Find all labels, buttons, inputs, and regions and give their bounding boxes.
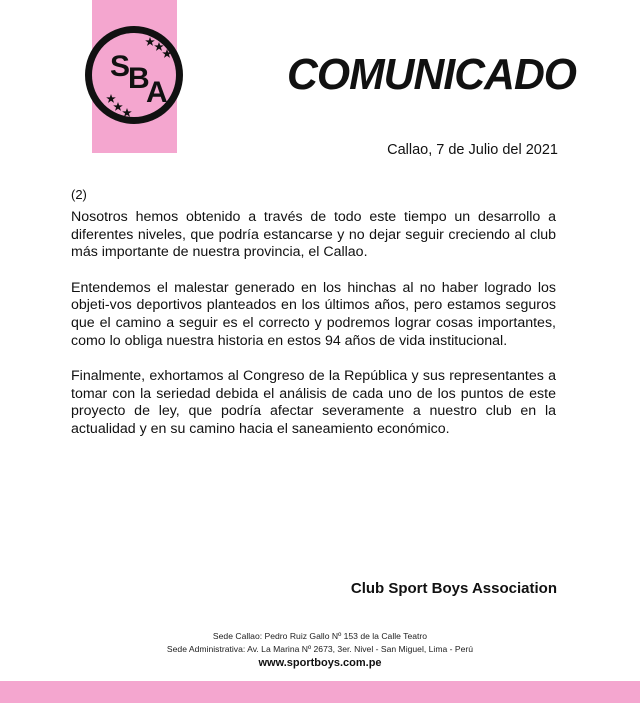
footer-sede-administrativa: Sede Administrativa: Av. La Marina Nº 2673, 3er. Nivel - San Miguel, Lima - Perú <box>166 644 474 654</box>
footer-sede-callao: Sede Callao: Pedro Ruiz Gallo Nº 153 de la Calle Teatro <box>212 631 428 641</box>
footer-pink-bar <box>0 681 640 703</box>
logo-letter-s: S <box>110 50 131 83</box>
paragraph-1: Nosotros hemos obtenido a través de todo este tiempo un desarrollo a diferentes niveles, que podría estancarse y no dejar seguir creciendo al club más importante de nuestra provincia, el Callao. <box>71 209 556 261</box>
footer <box>0 630 640 670</box>
signature: Club Sport Boys Association <box>350 580 557 597</box>
page-title: COMUNICADO <box>287 50 577 99</box>
paragraph-3: Finalmente, exhortamos al Congreso de la República y sus representantes a tomar con la seriedad debida el análisis de cada uno de los puntos de este proyecto de ley, que podría afectar severamente a nuestro club en la actualidad y en su camino hacia el saneamiento económico. <box>71 368 556 437</box>
footer-website: www.sportboys.com.pe <box>258 657 382 669</box>
logo-letter-a: A <box>146 76 168 109</box>
logo-letter-b: B <box>128 62 150 95</box>
document-date: Callao, 7 de Julio del 2021 <box>387 142 558 158</box>
paragraph-2: Entendemos el malestar generado en los hinchas al no haber logrado los objeti-vos deportivos planteados en los últimos años, pero estamos seguros que el camino a seguir es el correcto y podremos lograr cosas importantes, como lo obliga nuestra historia en estos 94 años de vida institucional. <box>71 279 556 349</box>
page-number: (2) <box>71 187 87 202</box>
body-text <box>71 209 556 457</box>
sba-logo <box>83 24 185 126</box>
